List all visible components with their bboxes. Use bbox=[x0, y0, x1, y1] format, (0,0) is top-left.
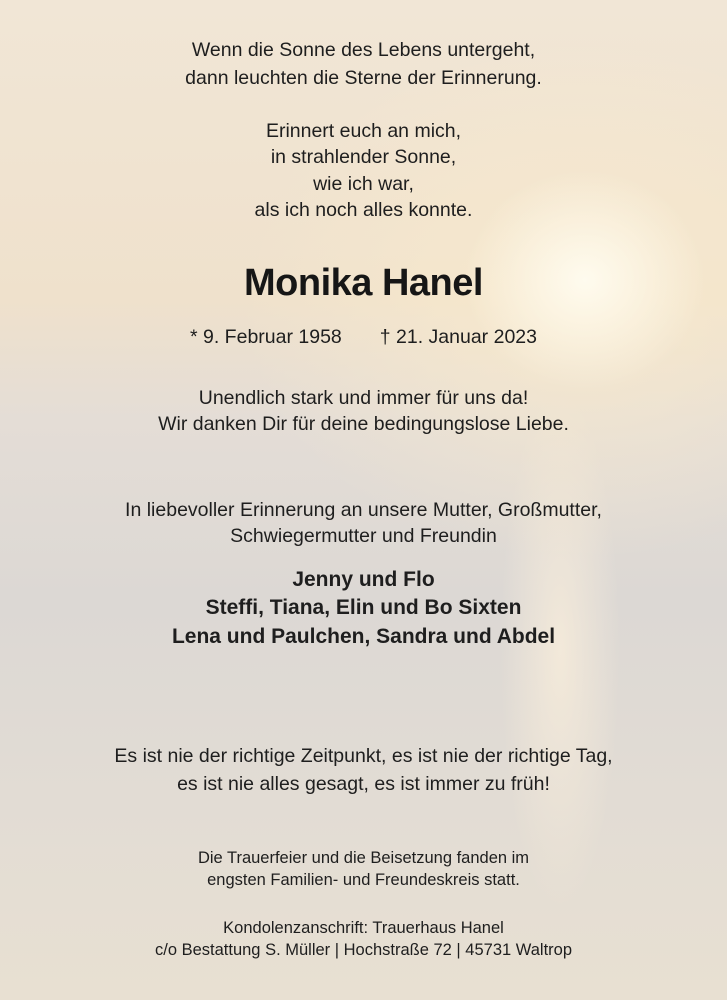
quote-line: Es ist nie der richtige Zeitpunkt, es ist nie der richtige Tag, bbox=[114, 745, 613, 767]
tribute-line: Wir danken Dir für deine bedingungslose Liebe. bbox=[158, 413, 569, 435]
verse-line: wie ich war, bbox=[313, 173, 414, 195]
family-line: Steffi, Tiana, Elin und Bo Sixten bbox=[205, 596, 522, 619]
address-line: Kondolenzanschrift: Trauerhaus Hanel bbox=[223, 919, 504, 937]
address-line: c/o Bestattung S. Müller | Hochstraße 72 | 45731 Waltrop bbox=[155, 941, 572, 959]
death-date: † 21. Januar 2023 bbox=[379, 326, 537, 348]
family-line: Jenny und Flo bbox=[292, 568, 435, 591]
quote-line: es ist nie alles gesagt, es ist immer zu früh! bbox=[177, 773, 550, 795]
verse-line: in strahlender Sonne, bbox=[270, 146, 457, 168]
tribute-line: Unendlich stark und immer für uns da! bbox=[198, 387, 529, 409]
deceased-name: Monika Hanel bbox=[244, 262, 483, 304]
verse-line: Wenn die Sonne des Lebens untergeht, bbox=[191, 39, 536, 61]
verse-line: dann leuchten die Sterne der Erinnerung. bbox=[185, 67, 542, 89]
life-dates bbox=[0, 325, 727, 349]
funeral-line: Die Trauerfeier und die Beisetzung fanden im bbox=[197, 849, 530, 867]
funeral-line: engsten Familien- und Freundeskreis statt. bbox=[207, 871, 520, 889]
memory-line: Schwiegermutter und Freundin bbox=[230, 525, 497, 547]
birth-date: * 9. Februar 1958 bbox=[190, 326, 342, 348]
memory-line: In liebevoller Erinnerung an unsere Mutter, Großmutter, bbox=[125, 499, 602, 521]
verse-line: Erinnert euch an mich, bbox=[265, 120, 462, 142]
family-line: Lena und Paulchen, Sandra und Abdel bbox=[171, 625, 556, 648]
verse-line: als ich noch alles konnte. bbox=[254, 199, 473, 221]
